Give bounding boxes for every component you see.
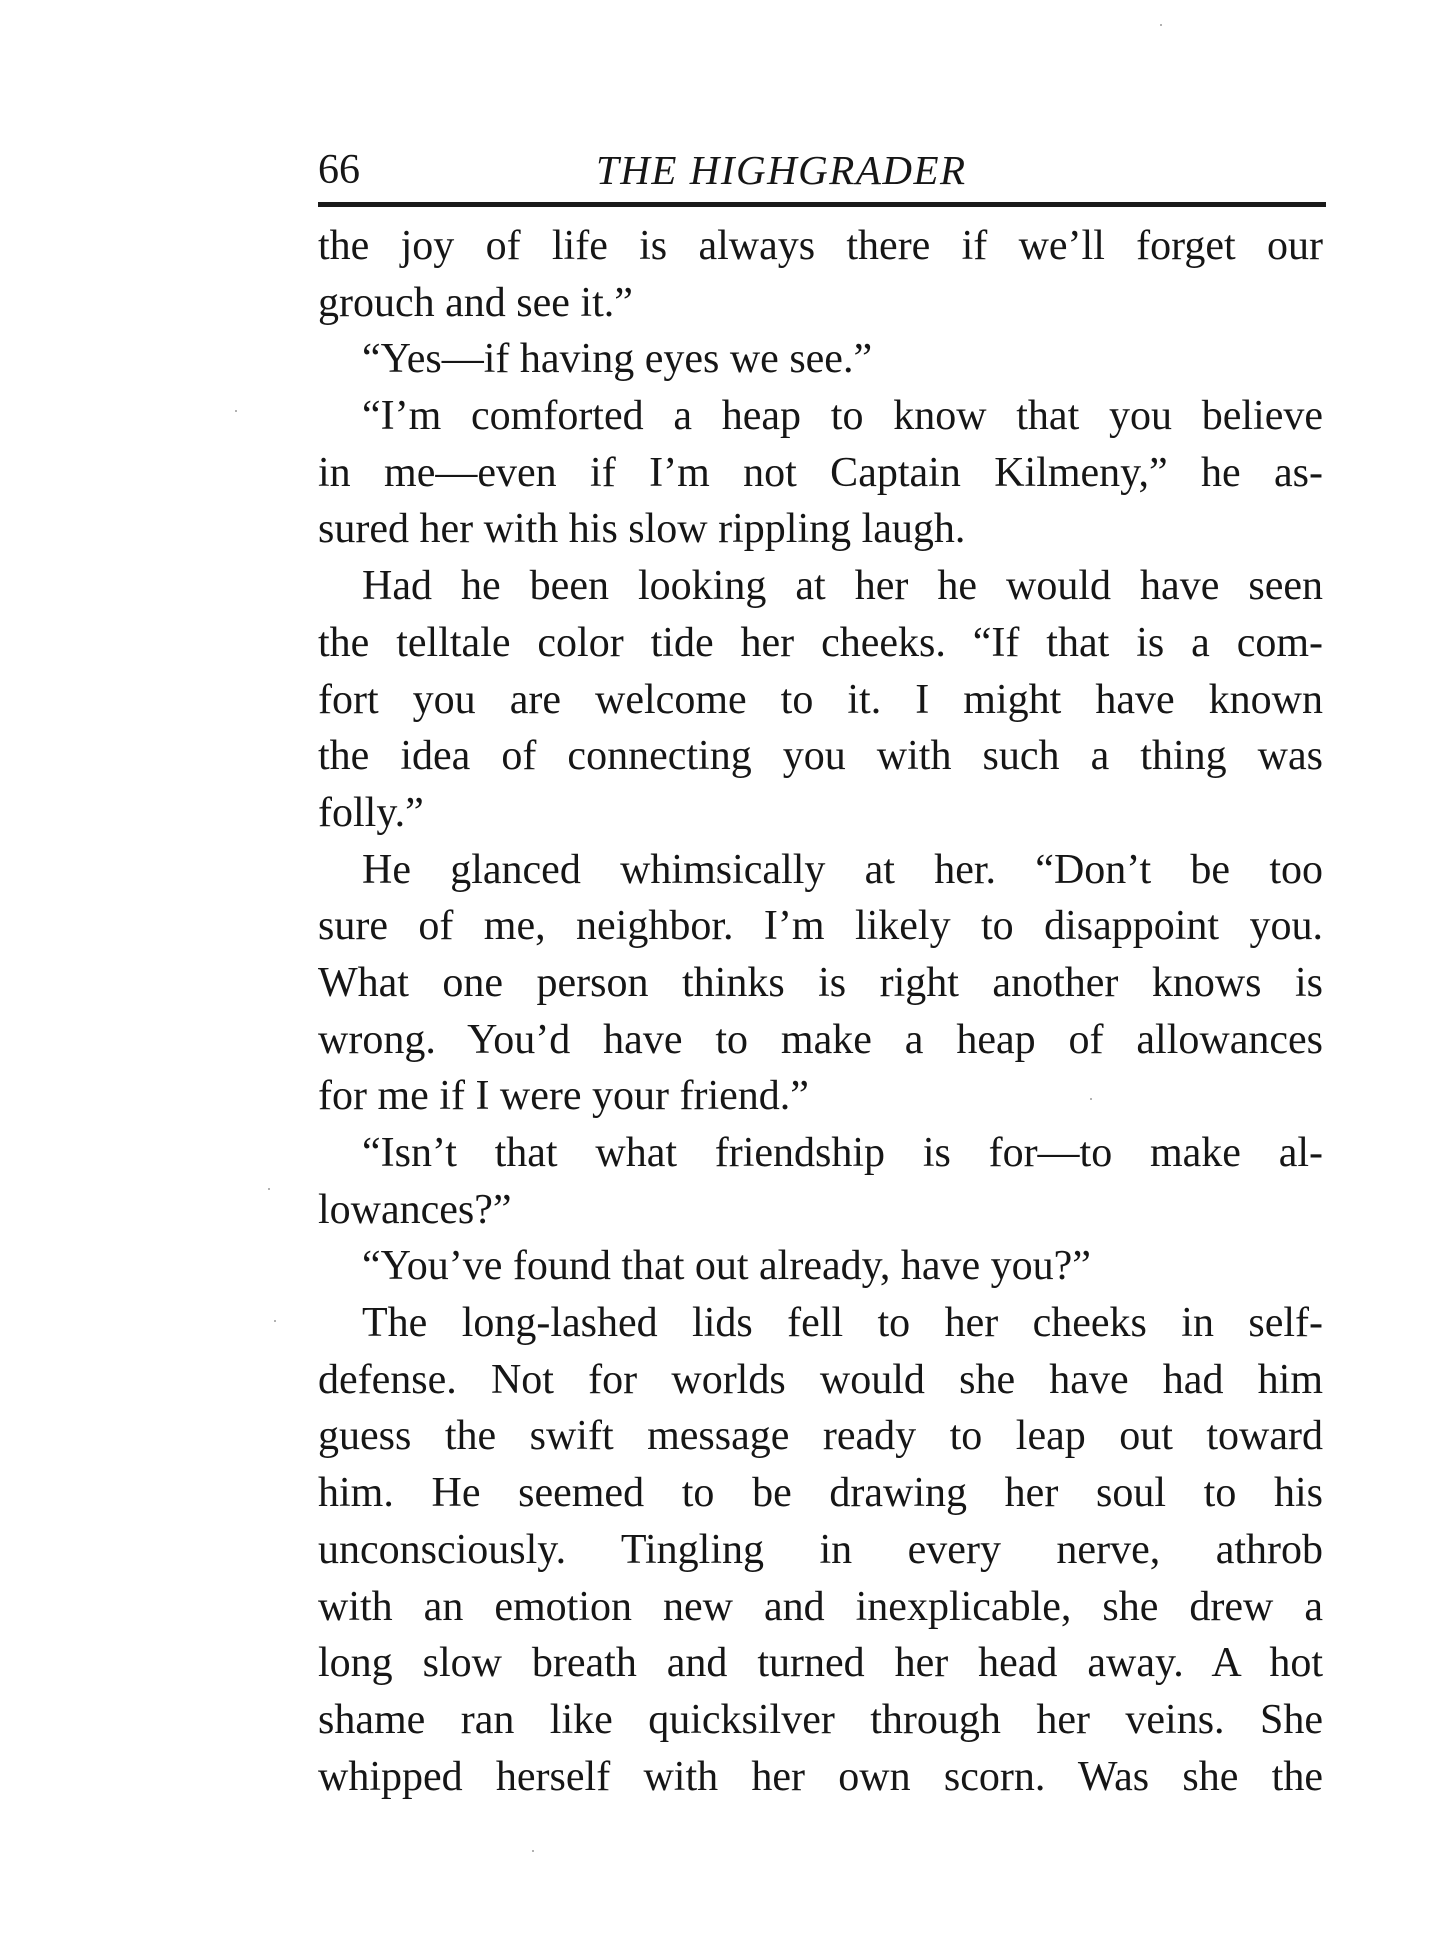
text-line: “Isn’t that what friendship is for—to make al- xyxy=(362,1130,1323,1176)
text-line: folly.” xyxy=(318,789,424,836)
text-line: in me—even if I’m not Captain Kilmeny,” he as- xyxy=(318,449,1323,496)
text-line: defense. Not for worlds would she have had him xyxy=(318,1356,1323,1403)
text-line: sure of me, neighbor. I’m likely to disappoint you. xyxy=(318,903,1323,950)
text-line: whipped herself with her own scorn. Was she the xyxy=(318,1753,1323,1800)
text-line: The long-lashed lids fell to her cheeks in self- xyxy=(362,1300,1323,1347)
text-line: long slow breath and turned her head away. A hot xyxy=(318,1640,1323,1687)
text-line: the telltale color tide her cheeks. “If that is a com- xyxy=(318,619,1323,666)
paper-speck xyxy=(268,1188,270,1190)
body-text xyxy=(318,218,1323,1805)
paper-speck xyxy=(1160,24,1162,26)
running-head xyxy=(318,140,1323,200)
text-line: “I’m comforted a heap to know that you believe xyxy=(362,393,1323,440)
text-line: shame ran like quicksilver through her veins. She xyxy=(318,1696,1323,1743)
page-number: 66 xyxy=(318,147,360,193)
text-line: unconsciously. Tingling in every nerve, athrob xyxy=(318,1526,1323,1573)
text-line: wrong. You’d have to make a heap of allowances xyxy=(318,1016,1323,1063)
text-line: He glanced whimsically at her. “Don’t be too xyxy=(362,846,1323,893)
paper-speck xyxy=(532,1850,534,1852)
text-line: “You’ve found that out already, have you?” xyxy=(362,1243,1091,1290)
text-line: him. He seemed to be drawing her soul to his xyxy=(318,1470,1323,1517)
text-line: for me if I were your friend.” xyxy=(318,1073,809,1120)
text-line: guess the swift message ready to leap out toward xyxy=(318,1413,1323,1460)
text-line: “Yes—if having eyes we see.” xyxy=(362,336,873,383)
text-line: the joy of life is always there if we’ll forget our xyxy=(318,223,1323,269)
paper-speck xyxy=(1090,1098,1092,1100)
text-line: grouch and see it.” xyxy=(318,279,633,326)
text-line: sured her with his slow rippling laugh. xyxy=(318,506,966,553)
running-title: THE HIGHGRADER xyxy=(596,147,967,193)
text-line: Had he been looking at her he would have seen xyxy=(362,563,1323,610)
text-line: fort you are welcome to it. I might have known xyxy=(318,676,1323,723)
text-line: What one person thinks is right another knows is xyxy=(318,959,1323,1006)
text-line: the idea of connecting you with such a thing was xyxy=(318,733,1323,780)
paper-speck xyxy=(235,410,237,412)
text-line: with an emotion new and inexplicable, she drew a xyxy=(318,1583,1323,1630)
text-line: lowances?” xyxy=(318,1186,512,1233)
paper-speck xyxy=(274,1320,276,1322)
header-rule xyxy=(318,202,1326,207)
